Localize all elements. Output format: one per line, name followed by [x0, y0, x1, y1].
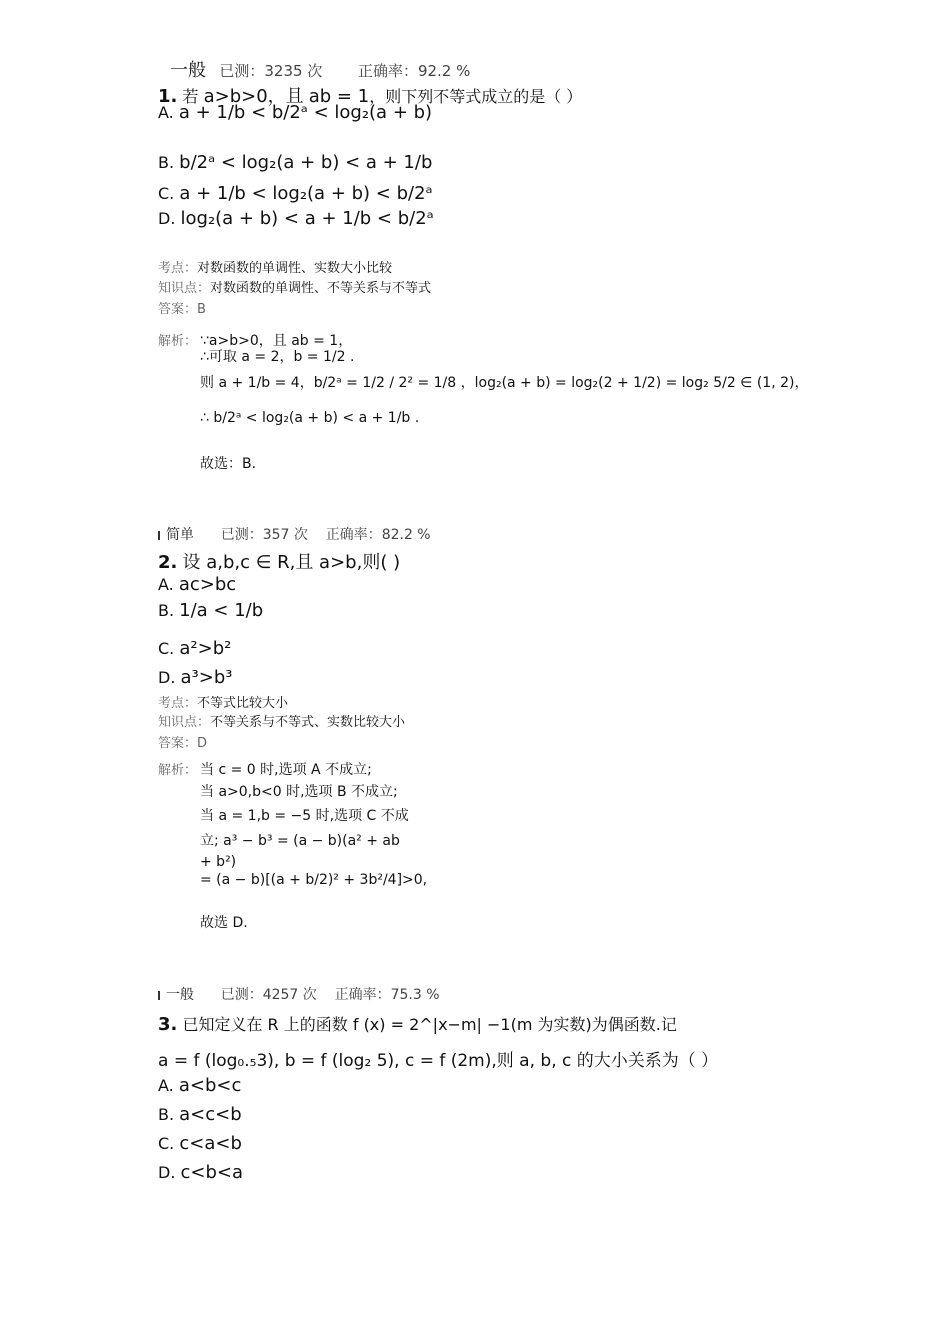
q1-option-d-text: log₂(a + b) < a + 1/b < b/2ᵃ	[180, 208, 434, 229]
q3-header	[158, 984, 440, 1004]
q1-option-a-letter: A.	[158, 103, 174, 122]
q1-option-d-letter: D.	[158, 209, 176, 228]
q2-option-a[interactable]	[158, 574, 236, 595]
q2-analysis-line-3: 当 a = 1,b = −5 时,选项 C 不成	[200, 808, 409, 824]
q2-analysis-line-6: = (a − b)[(a + b/2)² + 3b²/4]>0,	[200, 872, 428, 888]
q1-option-b-letter: B.	[158, 153, 175, 172]
q2-option-a-letter: A.	[158, 575, 174, 594]
q2-kaodian-value: 不等式比较大小	[197, 696, 289, 711]
q2-accuracy: 82.2 %	[381, 527, 431, 543]
q1-analysis-line-5: 故选：B.	[200, 456, 257, 472]
q2-kaodian	[158, 692, 288, 711]
q2-tested: 357 次	[262, 527, 308, 543]
q1-option-c[interactable]	[158, 183, 433, 204]
q1-accuracy-label: 正确率：	[357, 62, 418, 80]
q1-kaodian-label: 考点：	[158, 261, 198, 276]
q3-option-a-letter: A.	[158, 1076, 174, 1095]
q3-option-a[interactable]	[158, 1075, 241, 1096]
q3-option-b[interactable]	[158, 1104, 242, 1125]
q3-option-c-letter: C.	[158, 1134, 175, 1153]
q2-zhishi-value: 不等关系与不等式、实数比较大小	[210, 715, 406, 730]
q2-header	[158, 524, 431, 544]
q3-option-d-text: c<b<a	[180, 1162, 244, 1183]
q1-stem-math1: a>b>0，且	[203, 86, 304, 107]
q1-option-a-text: a + 1/b < b/2ᵃ < log₂(a + b)	[178, 102, 433, 123]
q1-zhishi	[158, 277, 431, 296]
q2-zhishi	[158, 711, 405, 730]
q3-stem-line-1	[158, 1012, 677, 1035]
q2-option-d-text: a³>b³	[180, 667, 233, 688]
q1-option-c-text: a + 1/b < log₂(a + b) < b/2ᵃ	[179, 183, 433, 204]
q2-answer	[158, 732, 207, 751]
q1-accuracy: 92.2 %	[417, 62, 471, 80]
q1-option-b[interactable]	[158, 152, 432, 173]
q3-option-b-text: a<c<b	[179, 1104, 242, 1125]
q2-option-b[interactable]	[158, 600, 263, 621]
q2-analysis-line-1: 当 c = 0 时,选项 A 不成立;	[200, 762, 372, 778]
q3-option-a-text: a<b<c	[178, 1075, 242, 1096]
q1-stem-suffix: ，则下列不等式成立的是（ ）	[369, 87, 583, 106]
q3-option-d-letter: D.	[158, 1163, 176, 1182]
q1-analysis-line-3: 则 a + 1/b = 4，b/2ᵃ = 1/2 / 2² = 1/8 ，log₂(a + b) = log₂(2 + 1/2) = log₂ 5/2 ∈ (1, 2)，	[200, 375, 809, 391]
q1-answer-value: B	[197, 302, 206, 317]
q3-tested-label: 已测：	[220, 987, 263, 1003]
q1-tested-label: 已测：	[219, 62, 265, 80]
q1-kaodian	[158, 257, 392, 276]
q2-analysis-line-5: + b²)	[200, 854, 237, 870]
q1-option-b-text: b/2ᵃ < log₂(a + b) < a + 1/b	[179, 152, 433, 173]
q1-analysis-line-4: ∴ b/2ᵃ < log₂(a + b) < a + 1/b .	[200, 410, 420, 426]
q1-analysis-label-wrap	[158, 330, 197, 349]
q2-answer-value: D	[197, 736, 208, 751]
q3-difficulty: 一般	[166, 987, 194, 1003]
q2-answer-label: 答案：	[158, 736, 198, 751]
q1-zhishi-value: 对数函数的单调性、不等关系与不等式	[210, 281, 432, 296]
q2-analysis-line-7: 故选 D.	[200, 915, 248, 931]
q1-kaodian-value: 对数函数的单调性、实数大小比较	[197, 261, 393, 276]
q1-option-a[interactable]	[158, 102, 432, 123]
q3-tested: 4257 次	[262, 987, 317, 1003]
q2-option-b-letter: B.	[158, 601, 175, 620]
q3-difficulty-bar	[158, 991, 160, 1000]
q1-stem-prefix: 若	[182, 87, 199, 106]
q2-option-d[interactable]	[158, 667, 232, 688]
q2-analysis-line-2: 当 a>0,b<0 时,选项 B 不成立;	[200, 784, 398, 800]
q3-number: 3.	[158, 1014, 178, 1035]
q2-analysis-label: 解析：	[158, 763, 198, 778]
q2-difficulty-bar	[158, 531, 160, 540]
q3-accuracy-label: 正确率：	[334, 987, 391, 1003]
q2-option-c-text: a²>b²	[179, 638, 232, 659]
q3-option-c[interactable]	[158, 1133, 242, 1154]
q2-option-d-letter: D.	[158, 668, 176, 687]
q2-option-a-text: ac>bc	[178, 574, 237, 595]
q1-number: 1.	[158, 86, 178, 107]
q2-zhishi-label: 知识点：	[158, 715, 211, 730]
q2-kaodian-label: 考点：	[158, 696, 198, 711]
q2-analysis-label-wrap	[158, 759, 197, 778]
q2-accuracy-label: 正确率：	[325, 527, 382, 543]
q3-stem-line-2: a = f (log₀.₅3), b = f (log₂ 5), c = f (2m),则 a, b, c 的大小关系为（ ）	[158, 1051, 719, 1071]
q3-option-c-text: c<a<b	[179, 1133, 242, 1154]
q1-tested: 3235 次	[264, 62, 323, 80]
q1-answer	[158, 298, 206, 317]
q3-stem-line-1-text: 已知定义在 R 上的函数 f (x) = 2^|x−m| −1(m 为实数)为偶函数.记	[182, 1015, 677, 1034]
q1-answer-label: 答案：	[158, 302, 198, 317]
q2-option-c-letter: C.	[158, 639, 175, 658]
q1-option-c-letter: C.	[158, 184, 175, 203]
q1-difficulty: 一般	[170, 60, 206, 81]
q2-analysis-line-4: 立; a³ − b³ = (a − b)(a² + ab	[200, 833, 400, 849]
q2-option-b-text: 1/a < 1/b	[179, 600, 264, 621]
q3-option-d[interactable]	[158, 1162, 243, 1183]
q2-stem	[158, 548, 400, 574]
q2-option-c[interactable]	[158, 638, 231, 659]
q2-number: 2.	[158, 552, 178, 573]
q1-option-d[interactable]	[158, 208, 434, 229]
q3-option-b-letter: B.	[158, 1105, 175, 1124]
q1-stem-math2: ab = 1	[308, 86, 370, 107]
q2-difficulty: 简单	[166, 527, 194, 543]
q2-stem-text: 设 a,b,c ∈ R,且 a>b,则( )	[182, 552, 401, 573]
q1-analysis-line-2: ∴可取 a = 2，b = 1/2 .	[200, 349, 355, 365]
q2-tested-label: 已测：	[220, 527, 263, 543]
q1-zhishi-label: 知识点：	[158, 281, 211, 296]
q3-accuracy: 75.3 %	[390, 987, 440, 1003]
q1-analysis-label: 解析：	[158, 334, 198, 349]
q1-analysis-line-1: ∵a>b>0，且 ab = 1，	[200, 333, 353, 349]
q1-header	[170, 56, 470, 82]
